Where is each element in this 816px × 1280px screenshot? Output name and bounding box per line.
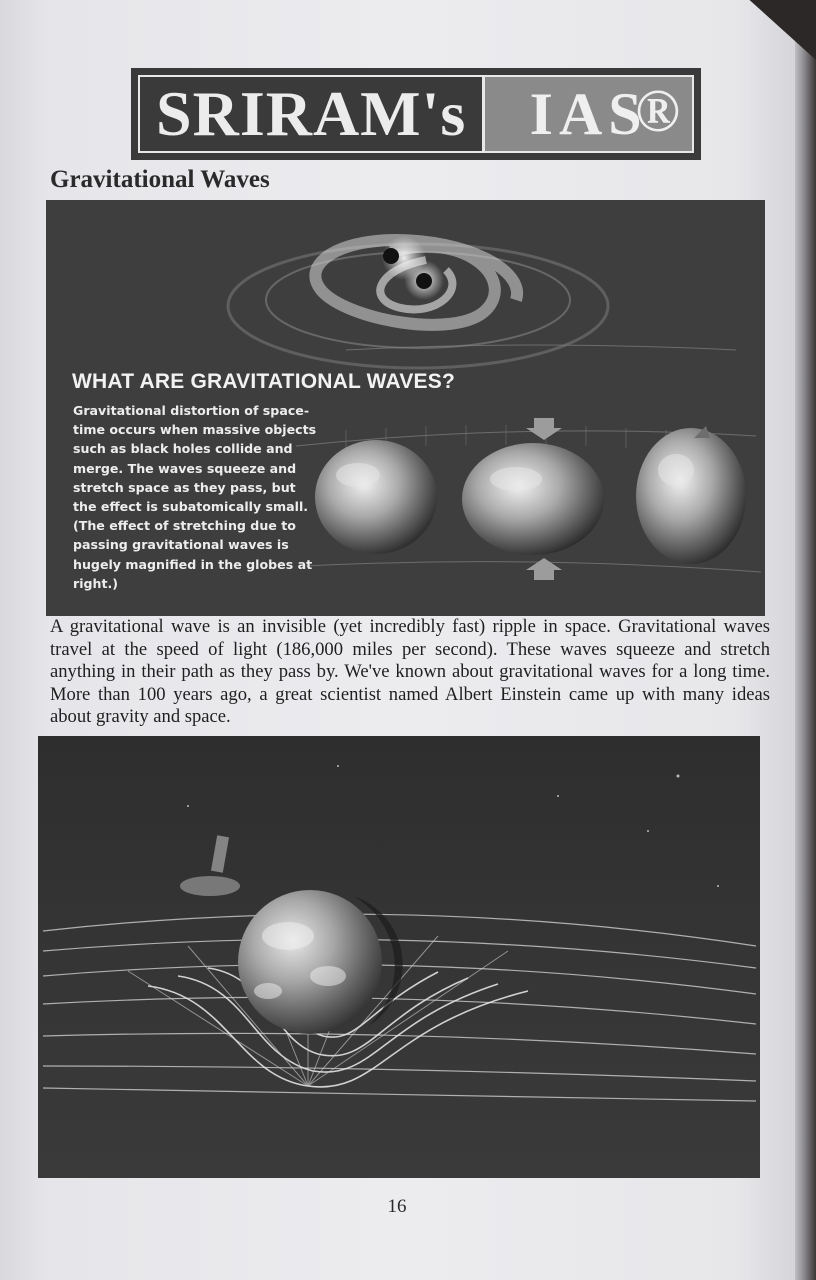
gravitational-waves-infographic [46, 200, 765, 616]
logo-name: SRIRAM's [156, 78, 467, 149]
page-edge-shadow [795, 0, 816, 1280]
page-number: 16 [387, 1196, 407, 1217]
registered-mark: ® [635, 78, 686, 144]
spacetime-artwork [38, 736, 760, 1178]
infographic-caption: Gravitational distortion of space-time occurs when massive objects such as black holes collide and merge. The waves squeeze and stretch space as they pass, but the effect is subatomically small. (The effect of stretching due to passing gravitational waves is hugely magnified in the globes at right.) [73, 403, 317, 591]
page-title: Gravitational Waves [50, 166, 270, 193]
body-paragraph: A gravitational wave is an invisible (yet incredibly fast) ripple in space. Gravitational waves travel at the speed of light (186,000 miles per second). These waves squeeze and stretch anything in their path as they pass by. We've known about gravitational waves for a long time. More than 100 years ago, a great scientist named Albert Einstein came up with many ideas about gravity and space. [50, 616, 770, 728]
infographic-heading: WHAT ARE GRAVITATIONAL WAVES? [72, 370, 456, 393]
sriram-ias-logo [131, 68, 701, 160]
spacetime-curvature-illustration [38, 736, 760, 1178]
logo-suffix: IAS [529, 81, 648, 147]
